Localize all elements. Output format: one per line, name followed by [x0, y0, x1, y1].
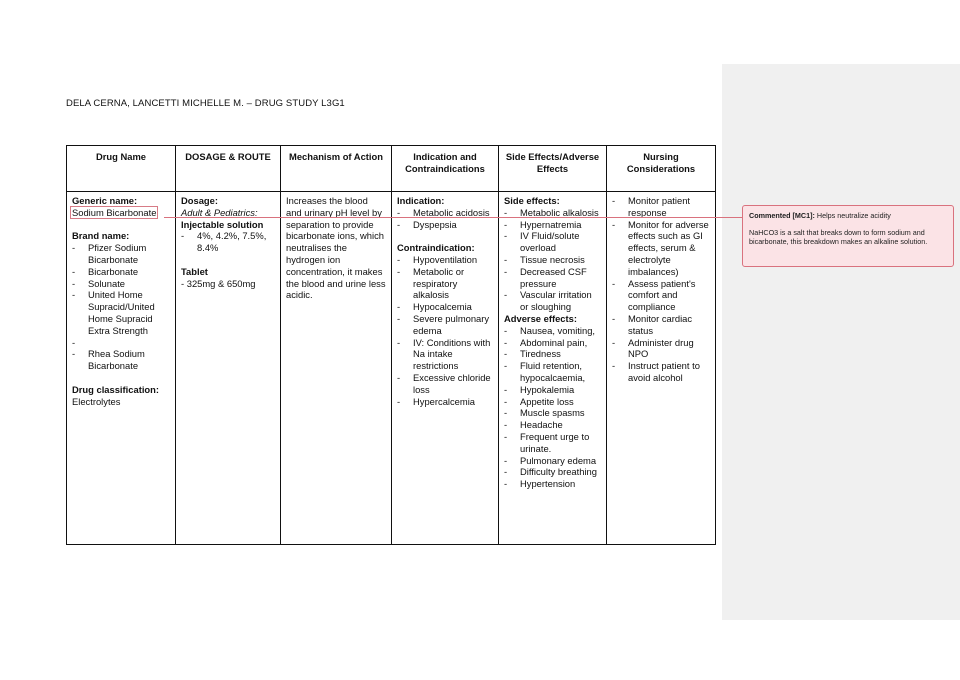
list-item: - Instruct patient to avoid alcohol	[612, 360, 710, 384]
list-item: - Nausea, vomiting,	[504, 325, 601, 337]
list-item: - Monitor patient response	[612, 195, 710, 219]
comment-headline: Helps neutralize acidity	[816, 211, 891, 220]
brand-list	[72, 242, 170, 372]
list-item: - Fluid retention, hypocalcaemia,	[504, 360, 601, 384]
list-item: - Severe pulmonary edema	[397, 313, 493, 337]
list-item	[72, 337, 170, 349]
table-row	[67, 192, 716, 545]
header-mechanism: Mechanism of Action	[281, 146, 392, 192]
list-item: - Solunate	[72, 278, 170, 290]
list-item: - Assess patient's comfort and compliance	[612, 278, 710, 313]
list-item: - Hypertension	[504, 478, 601, 490]
comment-connector-line	[164, 217, 742, 218]
adverse-effects-list	[504, 325, 601, 490]
generic-name-label: Generic name:	[72, 195, 138, 206]
classification-label: Drug classification:	[72, 383, 159, 395]
header-nursing: Nursing Considerations	[607, 146, 716, 192]
list-item: - IV Fluid/solute overload	[504, 230, 601, 254]
list-item: - Difficulty breathing	[504, 466, 601, 478]
table-header-row	[67, 146, 716, 192]
comment-balloon[interactable]	[742, 205, 954, 267]
list-item: - Tiredness	[504, 348, 601, 360]
list-item: - Appetite loss	[504, 396, 601, 408]
list-item: - Muscle spasms	[504, 407, 601, 419]
cell-dosage	[176, 192, 281, 545]
brand-name-label: Brand name:	[72, 230, 130, 242]
contraindication-list	[397, 254, 493, 407]
list-item: - Hypokalemia	[504, 384, 601, 396]
list-item: - Abdominal pain,	[504, 337, 601, 349]
list-item: - Administer drug NPO	[612, 337, 710, 361]
contraindication-label: Contraindication:	[397, 242, 475, 254]
cell-mechanism	[281, 192, 392, 545]
indication-list	[397, 207, 493, 231]
side-effects-label: Side effects:	[504, 195, 560, 206]
cell-side-effects	[499, 192, 607, 545]
dosage-population: Adult & Pediatrics:	[181, 206, 258, 218]
list-item: - Decreased CSF pressure	[504, 266, 601, 290]
generic-name-value[interactable]: Sodium Bicarbonate	[72, 206, 157, 218]
list-item: - 4%, 4.2%, 7.5%, 8.4%	[181, 230, 275, 254]
cell-indication	[392, 192, 499, 545]
header-drug-name: Drug Name	[67, 146, 176, 192]
list-item: - Metabolic or respiratory alkalosis	[397, 266, 493, 301]
list-item: - Hypoventilation	[397, 254, 493, 266]
tablet-label: Tablet	[181, 265, 208, 277]
list-item: - Hypocalcemia	[397, 301, 493, 313]
list-item: - Pulmonary edema	[504, 455, 601, 467]
list-item: - Tissue necrosis	[504, 254, 601, 266]
list-item: - Monitor cardiac status	[612, 313, 710, 337]
tablet-value: - 325mg & 650mg	[181, 277, 256, 289]
list-item: - Vascular irritation or sloughing	[504, 289, 601, 313]
classification-value: Electrolytes	[72, 395, 121, 407]
document-title: DELA CERNA, LANCETTI MICHELLE M. – DRUG STUDY L3G1	[66, 98, 345, 109]
list-item: - Dyspepsia	[397, 219, 493, 231]
list-item: - Hypernatremia	[504, 219, 601, 231]
drug-study-table	[66, 145, 716, 545]
cell-nursing	[607, 192, 716, 545]
injectable-label: Injectable solution	[181, 218, 264, 230]
cell-drug-name	[67, 192, 176, 545]
adverse-effects-label: Adverse effects:	[504, 312, 577, 324]
side-effects-list	[504, 207, 601, 313]
injectable-list	[181, 230, 275, 254]
list-item: - Pfizer Sodium Bicarbonate	[72, 242, 170, 266]
list-item: - United Home Supracid/United Home Supracid Extra Strength	[72, 289, 170, 336]
comment-body: NaHCO3 is a salt that breaks down to form sodium and bicarbonate, this breakdown makes an alkaline solution.	[749, 227, 928, 247]
list-item: - Metabolic alkalosis	[504, 207, 601, 219]
dosage-label: Dosage:	[181, 195, 218, 206]
comment-author: Commented [MC1]:	[749, 211, 815, 220]
nursing-list	[612, 195, 710, 384]
list-item: - Headache	[504, 419, 601, 431]
list-item: - Bicarbonate	[72, 266, 170, 278]
list-item: - Frequent urge to urinate.	[504, 431, 601, 455]
header-dosage-route: DOSAGE & ROUTE	[176, 146, 281, 192]
header-indication: Indication and Contraindications	[392, 146, 499, 192]
list-item: - Metabolic acidosis	[397, 207, 493, 219]
comments-margin-pane	[722, 64, 960, 620]
list-item: - Rhea Sodium Bicarbonate	[72, 348, 170, 372]
header-side-effects: Side Effects/Adverse Effects	[499, 146, 607, 192]
list-item: - Hypercalcemia	[397, 396, 493, 408]
list-item: - Monitor for adverse effects such as GI effects, serum & electrolyte imbalances)	[612, 219, 710, 278]
indication-label: Indication:	[397, 195, 445, 206]
list-item: - IV: Conditions with Na intake restrictions	[397, 337, 493, 372]
list-item: - Excessive chloride loss	[397, 372, 493, 396]
mechanism-text: Increases the blood and urinary pH level by separation to provide bicarbonate ions, which neutralises the hydrogen ion concentration, it makes the blood and urine less acidic.	[286, 195, 386, 301]
